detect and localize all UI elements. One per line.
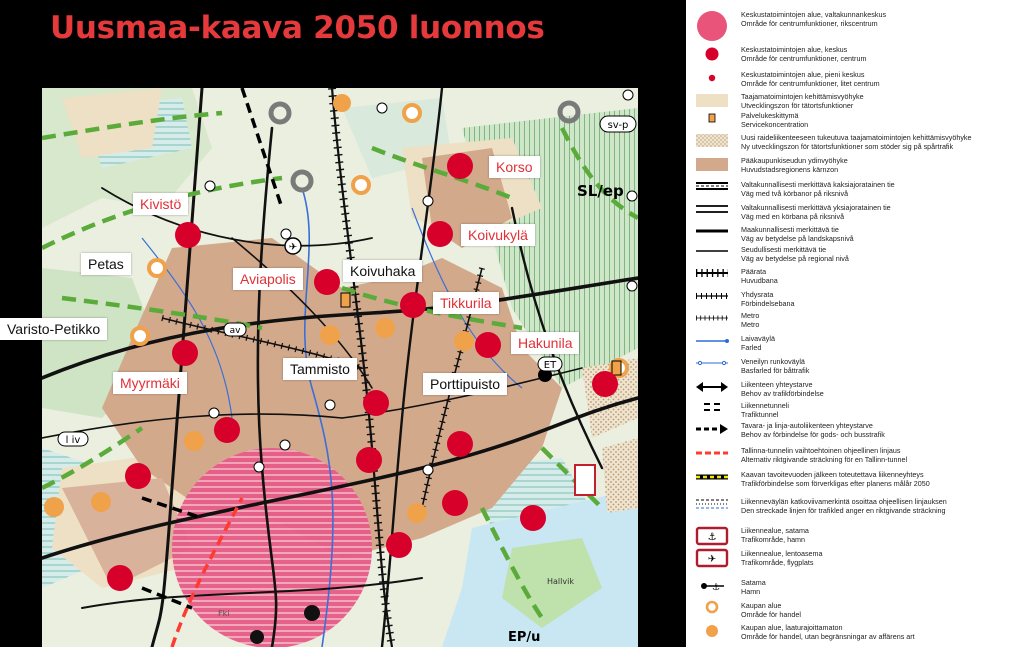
legend-text-sv: Farled bbox=[741, 343, 762, 352]
connecting-rail-icon bbox=[694, 289, 730, 303]
harbour-box-icon bbox=[694, 527, 730, 545]
legend-panel bbox=[686, 0, 1024, 647]
place-label-aviapolis: Aviapolis bbox=[233, 268, 303, 290]
legend-text-fi: Keskustatoimintojen alue, pieni keskus bbox=[741, 70, 865, 79]
legend-text bbox=[741, 497, 1023, 515]
code-fki: Fki bbox=[218, 609, 230, 618]
medium-red-dot-icon bbox=[694, 47, 730, 61]
legend-text-fi: Taajamatoimintojen kehittämisvyöhyke bbox=[741, 92, 864, 101]
legend-text-sv: Alternativ riktgivande sträckning för en Tallinn-tunnel bbox=[741, 455, 908, 464]
yellow-dashed-icon bbox=[694, 470, 730, 484]
legend-text-fi: Liikenneväylän katkoviivamerkintä osoittaa ohjeellisen linjauksen bbox=[741, 497, 947, 506]
legend-text bbox=[741, 578, 1023, 596]
legend-text bbox=[741, 156, 1023, 174]
legend-text-fi: Laivaväylä bbox=[741, 334, 775, 343]
dotted-area-icon bbox=[694, 133, 730, 147]
legend-text bbox=[741, 111, 1023, 129]
orange-square-icon bbox=[694, 111, 730, 125]
legend-text-fi: Seudullisesti merkittävä tie bbox=[741, 245, 827, 254]
legend-text-fi: Tallinna-tunnelin vaihtoehtoinen ohjeellinen linjaus bbox=[741, 446, 901, 455]
legend-text-sv: Trafikförbindelse som förverkligas efter planens målår 2050 bbox=[741, 479, 930, 488]
legend-text-fi: Pääkaupunkiseudun ydinvyöhyke bbox=[741, 156, 848, 165]
legend-text bbox=[741, 70, 1023, 88]
legend-text-sv: Huvudbana bbox=[741, 276, 778, 285]
legend-text-sv: Område för centrumfunktioner, centrum bbox=[741, 54, 867, 63]
legend-text-sv: Servicekoncentration bbox=[741, 120, 809, 129]
place-label-koivuhaka: Koivuhaka bbox=[343, 260, 422, 282]
legend-text-sv: Förbindelsebana bbox=[741, 299, 795, 308]
place-label-petas: Petas bbox=[81, 253, 131, 275]
broken-lines-icon bbox=[694, 497, 730, 511]
double-arrow-icon bbox=[694, 380, 730, 394]
legend-text bbox=[741, 203, 1023, 221]
place-label-myyrmaki: Myyrmäki bbox=[113, 372, 187, 394]
legend-text-sv: Trafikområde, flygplats bbox=[741, 558, 814, 567]
legend-text-sv: Hamn bbox=[741, 587, 761, 596]
legend-text-fi: Valtakunnallisesti merkittävä yksiajoratainen tie bbox=[741, 203, 891, 212]
legend-text-sv: Ny utvecklingszon för tätortsfunktioner som stöder sig på spårtrafik bbox=[741, 142, 954, 151]
place-label-varisto: Varisto-Petikko bbox=[0, 318, 107, 340]
legend-text bbox=[741, 357, 1023, 375]
place-label-tammisto: Tammisto bbox=[283, 358, 357, 380]
legend-text-fi: Keskustatoimintojen alue, keskus bbox=[741, 45, 848, 54]
legend-text-sv: Trafiktunnel bbox=[741, 410, 779, 419]
legend-text bbox=[741, 601, 1023, 619]
legend-text-fi: Liikennealue, satama bbox=[741, 526, 809, 535]
thin-road-icon bbox=[694, 244, 730, 258]
legend-text bbox=[741, 401, 1023, 419]
place-label-hakunila: Hakunila bbox=[511, 332, 579, 354]
place-label-tikkurila: Tikkurila bbox=[433, 292, 499, 314]
legend-text bbox=[741, 133, 1023, 151]
legend-text-fi: Yhdysrata bbox=[741, 290, 774, 299]
legend-text bbox=[741, 267, 1023, 285]
legend-text bbox=[741, 92, 1023, 110]
legend-text bbox=[741, 470, 1023, 488]
legend-text-fi: Satama bbox=[741, 578, 766, 587]
legend-text-sv: Trafikområde, hamn bbox=[741, 535, 806, 544]
big-red-circle-icon bbox=[694, 11, 730, 41]
legend-text bbox=[741, 225, 1023, 243]
fairway-icon bbox=[694, 334, 730, 348]
legend-text-sv: Behov av förbindelse för gods- och busstrafik bbox=[741, 430, 885, 439]
legend-text-fi: Liikenteen yhteystarve bbox=[741, 380, 813, 389]
legend-text bbox=[741, 549, 1023, 567]
legend-text-sv: Behov av trafikförbindelse bbox=[741, 389, 824, 398]
legend-text bbox=[741, 290, 1023, 308]
code-et: ET bbox=[543, 360, 557, 371]
svg-text:✈: ✈ bbox=[288, 242, 298, 253]
double-road-icon bbox=[694, 202, 730, 216]
thick-road-icon bbox=[694, 224, 730, 238]
legend-text-sv: Väg av betydelse på regional nivå bbox=[741, 254, 849, 263]
legend-text-sv: Område för handel, utan begränsningar av affärens art bbox=[741, 632, 915, 641]
legend-text-fi: Keskustatoimintojen alue, valtakunnankeskus bbox=[741, 10, 887, 19]
legend-text-fi: Päärata bbox=[741, 267, 767, 276]
port-symbol-icon bbox=[694, 579, 730, 593]
code-slep: SL/ep bbox=[577, 182, 624, 200]
brown-area-icon bbox=[694, 157, 730, 171]
legend-text bbox=[741, 10, 1023, 28]
place-label-koivukyla: Koivukylä bbox=[461, 224, 535, 246]
legend-text-sv: Område för handel bbox=[741, 610, 801, 619]
orange-ring-icon bbox=[694, 600, 730, 614]
double-road-dashed-icon bbox=[694, 179, 730, 193]
code-svp: sv-p bbox=[607, 120, 629, 131]
orange-dot-icon bbox=[694, 624, 730, 638]
boat-route-icon bbox=[694, 356, 730, 370]
legend-text bbox=[741, 623, 1023, 641]
code-liv: l iv bbox=[65, 435, 81, 446]
dashed-arrow-icon bbox=[694, 422, 730, 436]
code-hallvik: Hallvik bbox=[547, 577, 574, 586]
place-label-korso: Korso bbox=[489, 156, 540, 178]
legend-text-fi: Valtakunnallisesti merkittävä kaksiajoratainen tie bbox=[741, 180, 895, 189]
place-label-kivisto: Kivistö bbox=[133, 193, 188, 215]
legend-text bbox=[741, 380, 1023, 398]
legend-text-sv: Väg med två körbanor på riksnivå bbox=[741, 189, 849, 198]
tunnel-icon bbox=[694, 400, 730, 414]
legend-text bbox=[741, 446, 1023, 464]
red-dashed-icon bbox=[694, 446, 730, 460]
legend-text-sv: Väg med en körbana på riksnivå bbox=[741, 212, 845, 221]
legend-text-fi: Palvelukeskittymä bbox=[741, 111, 799, 120]
legend-text-sv: Utvecklingszon för tätortsfunktioner bbox=[741, 101, 854, 110]
legend-text-sv: Metro bbox=[741, 320, 760, 329]
legend-text-fi: Liikennealue, lentoasema bbox=[741, 549, 823, 558]
legend-text bbox=[741, 421, 1023, 439]
main-rail-icon bbox=[694, 266, 730, 280]
legend-text-sv: Område för centrumfunktioner, rikscentrum bbox=[741, 19, 878, 28]
legend-text-sv: Område för centrumfunktioner, litet centrum bbox=[741, 79, 880, 88]
legend-text bbox=[741, 245, 1023, 263]
metro-icon bbox=[694, 311, 730, 325]
map-title: Uusmaa-kaava 2050 luonnos bbox=[50, 10, 545, 46]
beige-area-icon bbox=[694, 93, 730, 107]
legend-text bbox=[741, 334, 1023, 352]
legend-text-sv: Väg av betydelse på landskapsnivå bbox=[741, 234, 854, 243]
legend-text-sv: Huvudstadsregionens kärnzon bbox=[741, 165, 839, 174]
small-red-dot-icon bbox=[694, 71, 730, 85]
airport-box-icon bbox=[694, 549, 730, 567]
legend-text-fi: Maakunnallisesti merkittävä tie bbox=[741, 225, 839, 234]
legend-text-fi: Tavara- ja linja-autoliikenteen yhteystarve bbox=[741, 421, 873, 430]
legend-text bbox=[741, 311, 1023, 329]
legend-text bbox=[741, 526, 1023, 544]
legend-text-sv: Basfarled för båttrafik bbox=[741, 366, 810, 375]
legend-text-fi: Veneilyn runkoväylä bbox=[741, 357, 805, 366]
code-av: av bbox=[229, 326, 241, 336]
legend-text-fi: Uusi raideliikenteeseen tukeutuva taajamatoimintojen kehittämisvyöhyke bbox=[741, 133, 972, 142]
legend-text-fi: Kaupan alue, laaturajoittamaton bbox=[741, 623, 843, 632]
place-label-porttipuisto: Porttipuisto bbox=[423, 373, 507, 395]
legend-text-fi: Kaavan tavoitevuoden jälkeen toteutettava liikenneyhteys bbox=[741, 470, 924, 479]
code-epu: EP/u bbox=[508, 630, 541, 645]
legend-text-fi: Kaupan alue bbox=[741, 601, 782, 610]
legend-text bbox=[741, 45, 1023, 63]
svg-text:⚓: ⚓ bbox=[707, 532, 717, 543]
legend-text-sv: Den streckade linjen för trafikled anger en riktgivande sträckning bbox=[741, 506, 946, 515]
legend-text bbox=[741, 180, 1023, 198]
svg-text:⚓: ⚓ bbox=[711, 583, 721, 593]
legend-text-fi: Metro bbox=[741, 311, 760, 320]
legend-text-fi: Liikennetunneli bbox=[741, 401, 789, 410]
svg-text:✈: ✈ bbox=[707, 554, 717, 565]
